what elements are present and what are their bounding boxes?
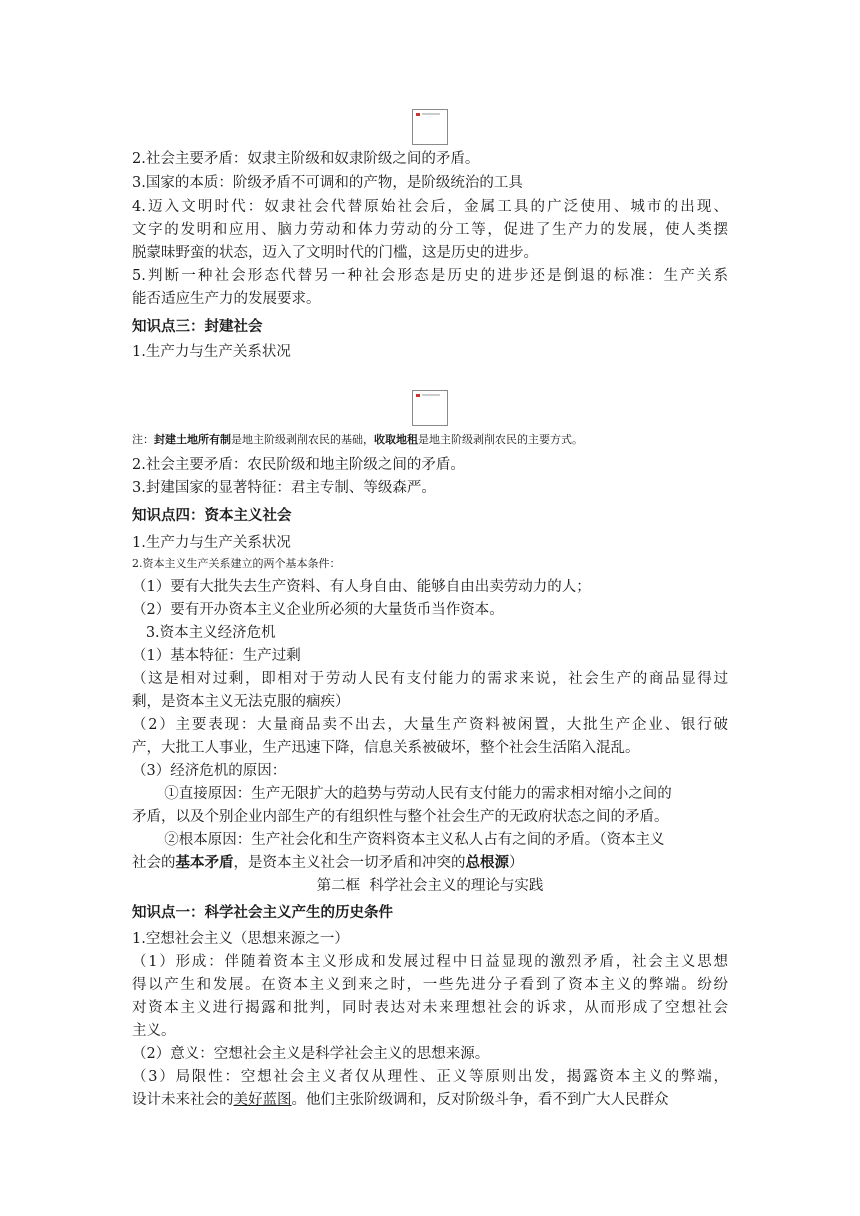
embedded-image-placeholder bbox=[412, 109, 448, 145]
paragraph-line: 主义。 bbox=[132, 1023, 176, 1039]
paragraph-line: ②根本原因：生产社会化和生产资料资本主义私人占有之间的矛盾。（资本主义 bbox=[132, 832, 665, 848]
paragraph-line: （1）形成：伴随着资本主义形成和发展过程中日益显现的激烈矛盾，社会主义思想 bbox=[132, 954, 728, 970]
paragraph-line: 4.迈入文明时代：奴隶社会代替原始社会后，金属工具的广泛使用、城市的出现、 bbox=[132, 199, 728, 215]
paragraph-line: 得以产生和发展。在资本主义到来之时，一些先进分子看到了资本主义的弊端。纷纷 bbox=[132, 977, 728, 993]
paragraph-line: 对资本主义进行揭露和批判，同时表达对未来理想社会的诉求，从而形成了空想社会 bbox=[132, 1000, 728, 1016]
paragraph-line: 2.社会主要矛盾：农民阶级和地主阶级之间的矛盾。 bbox=[132, 457, 465, 473]
paragraph-line: 5.判断一种社会形态代替另一种社会形态是历史的进步还是倒退的标准：生产关系 bbox=[132, 268, 728, 284]
paragraph-line: 矛盾，以及个别企业内部生产的有组织性与整个社会生产的无政府状态之间的矛盾。 bbox=[132, 809, 669, 825]
subsection-title: 第二框 科学社会主义的理论与实践 bbox=[316, 878, 544, 894]
text-run: ，是资本主义社会一切矛盾和冲突的 bbox=[233, 855, 466, 871]
bold-term: 总根源 bbox=[465, 855, 509, 871]
paragraph-line: 脱蒙昧野蛮的状态，迈入了文明时代的门槛，这是历史的进步。 bbox=[132, 245, 538, 261]
paragraph-line: 2.社会主要矛盾：奴隶主阶级和奴隶阶级之间的矛盾。 bbox=[132, 151, 480, 167]
bold-term: 基本矛盾 bbox=[175, 855, 234, 871]
paragraph-line: 能否适应生产力的发展要求。 bbox=[132, 291, 321, 307]
text-run: ） bbox=[509, 855, 524, 871]
text-run: 设计未来社会的 bbox=[132, 1092, 234, 1108]
paragraph-line: （1）基本特征：生产过剩 bbox=[132, 648, 301, 664]
section-heading: 知识点三：封建社会 bbox=[132, 319, 263, 335]
paragraph-line: （这是相对过剩，即相对于劳动人民有支付能力的需求来说，社会生产的商品显得过 bbox=[132, 671, 728, 687]
paragraph-line: 3.国家的本质：阶级矛盾不可调和的产物，是阶级统治的工具 bbox=[132, 175, 523, 191]
underlined-term: 美好蓝图 bbox=[233, 1092, 292, 1108]
paragraph-line: （2）主要表现：大量商品卖不出去，大量生产资料被闲置，大批生产企业、银行破 bbox=[132, 717, 728, 733]
paragraph-line: 3.封建国家的显著特征：君主专制、等级森严。 bbox=[132, 480, 436, 496]
embedded-image-placeholder bbox=[412, 390, 448, 426]
paragraph-line: （3）经济危机的原因： bbox=[132, 763, 287, 779]
paragraph-line: 3.资本主义经济危机 bbox=[132, 625, 276, 641]
paragraph-line: （2）要有开办资本主义企业所必须的大量货币当作资本。 bbox=[132, 602, 504, 618]
paragraph-line bbox=[132, 1089, 669, 1111]
note-text: 是地主阶级剥削农民的基础， bbox=[231, 433, 374, 446]
section-heading: 知识点四：资本主义社会 bbox=[132, 508, 292, 524]
paragraph-line: 产，大批工人事业，生产迅速下降，信息关系被破坏，整个社会生活陷入混乱。 bbox=[132, 740, 640, 756]
note-bold-term: 封建土地所有制 bbox=[154, 433, 231, 446]
paragraph-line: （2）意义：空想社会主义是科学社会主义的思想来源。 bbox=[132, 1046, 490, 1062]
paragraph-line bbox=[132, 852, 524, 874]
note-text: 是地主阶级剥削农民的主要方式。 bbox=[418, 433, 583, 446]
text-run: 社会的 bbox=[132, 855, 176, 871]
section-heading: 知识点一：科学社会主义产生的历史条件 bbox=[132, 905, 393, 921]
text-run: 。他们主张阶级调和，反对阶级斗争，看不到广大人民群众 bbox=[291, 1092, 669, 1108]
note-label: 注： bbox=[132, 433, 154, 446]
paragraph-line: 剩，是资本主义无法克服的痼疾） bbox=[132, 694, 350, 710]
paragraph-line: 1.空想社会主义（思想来源之一） bbox=[132, 931, 349, 947]
note-line bbox=[132, 432, 583, 448]
paragraph-line: 文字的发明和应用、脑力劳动和体力劳动的分工等，促进了生产力的发展，使人类摆 bbox=[132, 222, 728, 238]
paragraph-line: （3）局限性：空想社会主义者仅从理性、正义等原则出发，揭露资本主义的弊端， bbox=[132, 1069, 728, 1085]
note-bold-term: 收取地租 bbox=[374, 433, 418, 446]
paragraph-line: 1.生产力与生产关系状况 bbox=[132, 535, 291, 551]
paragraph-line: （1）要有大批失去生产资料、有人身自由、能够自由出卖劳动力的人； bbox=[132, 579, 591, 595]
paragraph-line-small: 2.资本主义生产关系建立的两个基本条件： bbox=[132, 557, 341, 570]
paragraph-line: 1.生产力与生产关系状况 bbox=[132, 344, 291, 360]
paragraph-line: ①直接原因：生产无限扩大的趋势与劳动人民有支付能力的需求相对缩小之间的 bbox=[132, 786, 672, 802]
